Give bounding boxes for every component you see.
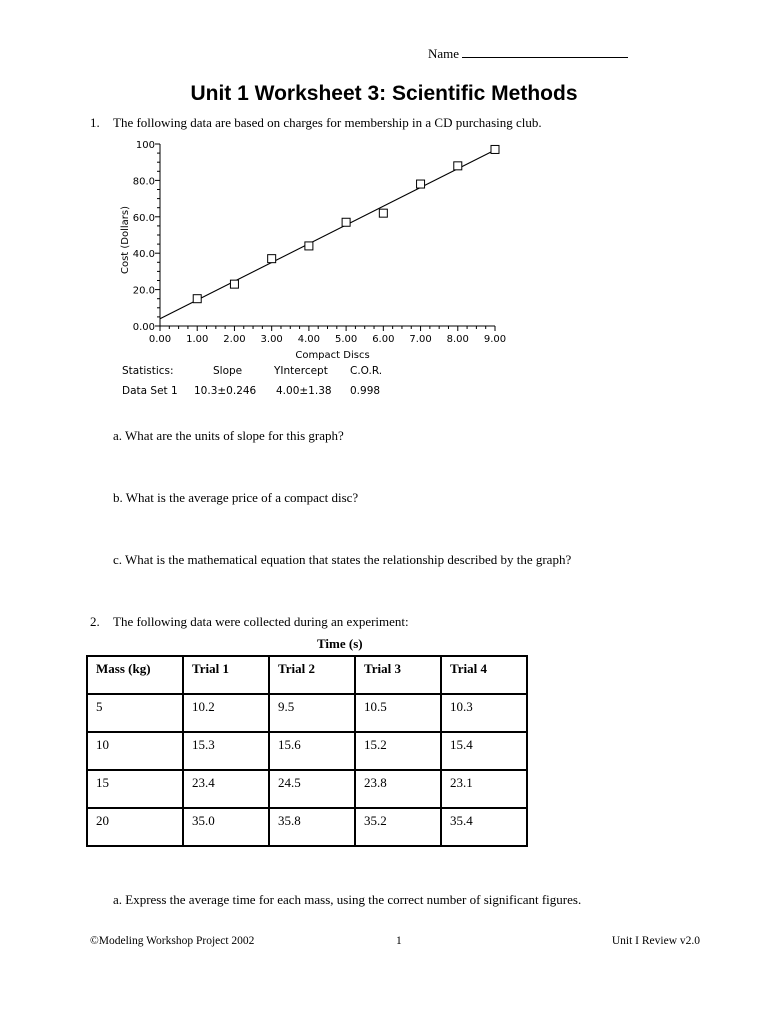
y-tick-label: 20.0 — [132, 285, 155, 297]
stats-row-slope: 10.3±0.246 — [194, 385, 257, 397]
question-2a: a. Express the average time for each mass, using the correct number of significant figures. — [113, 892, 582, 907]
column-header: Mass (kg) — [87, 656, 183, 694]
question-1-number: 1. — [90, 115, 100, 130]
question-1-text: The following data are based on charges for membership in a CD purchasing club. — [113, 115, 542, 130]
table-cell: 15 — [87, 770, 183, 808]
x-tick-label: 6.00 — [372, 334, 395, 345]
data-point — [305, 242, 313, 250]
table-cell: 10.3 — [441, 694, 527, 732]
table-cell: 15.2 — [355, 732, 441, 770]
question-1a: a. What are the units of slope for this graph? — [113, 428, 344, 443]
data-point — [268, 255, 276, 263]
data-point — [379, 209, 387, 217]
column-header: Trial 1 — [183, 656, 269, 694]
column-header: Trial 4 — [441, 656, 527, 694]
y-tick-label: 40.0 — [132, 249, 155, 261]
x-tick-label: 2.00 — [223, 334, 246, 345]
table-cell: 23.4 — [183, 770, 269, 808]
footer-copyright: ©Modeling Workshop Project 2002 — [90, 935, 255, 947]
table-cell: 35.2 — [355, 808, 441, 846]
stats-row-intercept: 4.00±1.38 — [276, 385, 332, 397]
table-cell: 35.8 — [269, 808, 355, 846]
table-cell: 10 — [87, 732, 183, 770]
table-cell: 24.5 — [269, 770, 355, 808]
question-2-number: 2. — [90, 614, 100, 629]
y-tick-label: 80.0 — [132, 176, 155, 188]
data-point — [230, 280, 238, 288]
table-cell: 15.6 — [269, 732, 355, 770]
time-label: Time (s) — [317, 636, 363, 651]
x-tick-label: 3.00 — [260, 334, 283, 345]
name-label: Name — [428, 46, 460, 61]
table-row — [87, 808, 527, 846]
stats-row-label: Data Set 1 — [122, 385, 178, 397]
stats-row-cor: 0.998 — [350, 385, 381, 397]
name-blank-line — [462, 45, 628, 58]
footer-page-number: 1 — [396, 935, 402, 947]
question-1c: c. What is the mathematical equation that states the relationship described by the graph? — [113, 552, 572, 567]
x-tick-label: 9.00 — [483, 334, 507, 345]
y-tick-label: 0.00 — [132, 322, 155, 333]
table-cell: 15.3 — [183, 732, 269, 770]
data-point — [417, 180, 425, 188]
table-cell: 23.8 — [355, 770, 441, 808]
table-cell: 5 — [87, 694, 183, 732]
data-point — [342, 218, 350, 226]
x-tick-label: 5.00 — [334, 334, 358, 345]
table-cell: 10.5 — [355, 694, 441, 732]
column-header: Trial 2 — [269, 656, 355, 694]
table-row — [87, 770, 527, 808]
table-cell: 9.5 — [269, 694, 355, 732]
page-title: Unit 1 Worksheet 3: Scientific Methods — [190, 82, 578, 105]
chart-axes — [160, 144, 495, 326]
x-tick-label: 0.00 — [148, 334, 172, 345]
footer-version: Unit I Review v2.0 — [611, 935, 700, 947]
data-point — [193, 295, 201, 303]
x-tick-label: 8.00 — [446, 334, 469, 345]
table-cell: 15.4 — [441, 732, 527, 770]
y-ticks — [133, 140, 160, 333]
table-cell: 10.2 — [183, 694, 269, 732]
fit-line-group — [160, 150, 495, 319]
x-tick-label: 4.00 — [297, 334, 321, 345]
table-cell: 35.0 — [183, 808, 269, 846]
stats-header-label: Statistics: — [122, 365, 174, 377]
name-field — [428, 45, 628, 62]
x-tick-label: 1.00 — [186, 334, 209, 345]
stats-header-slope: Slope — [213, 365, 243, 377]
table-row — [87, 732, 527, 770]
table-row — [87, 694, 527, 732]
x-tick-label: 7.00 — [409, 334, 432, 345]
table-header-row — [87, 656, 527, 694]
y-tick-label: 100 — [135, 140, 155, 151]
fit-line — [160, 150, 495, 319]
question-1b: b. What is the average price of a compact disc? — [113, 490, 359, 505]
stats-header-intercept: YIntercept — [274, 365, 328, 377]
column-header: Trial 3 — [355, 656, 441, 694]
data-point — [491, 145, 499, 153]
x-ticks — [149, 326, 506, 345]
x-axis-label: Compact Discs — [295, 350, 370, 361]
data-point — [454, 162, 462, 170]
y-tick-label: 60.0 — [132, 212, 155, 224]
y-axis-label: Cost (Dollars) — [120, 205, 131, 275]
table-cell: 23.1 — [441, 770, 527, 808]
table-cell: 20 — [87, 808, 183, 846]
table-cell: 35.4 — [441, 808, 527, 846]
question-2-text: The following data were collected during an experiment: — [113, 614, 409, 629]
stats-header-cor: C.O.R. — [350, 365, 383, 377]
mass-time-table — [86, 655, 528, 847]
